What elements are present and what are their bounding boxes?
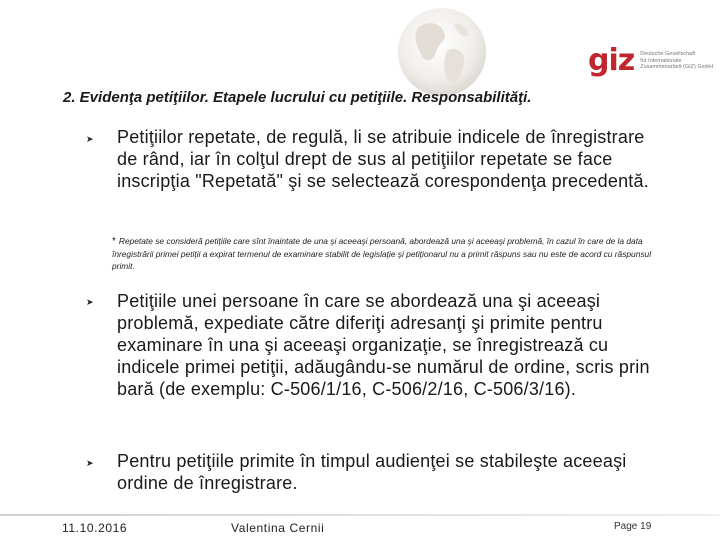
giz-logo <box>588 44 713 78</box>
footnote-star: * <box>112 236 116 247</box>
footnote-text: Repetate se consideră petiţiile care sînt înaintate de una şi aceeaşi persoană, abordează una şi aceeaşi problemă, în cazul în care de la data înregistrării primei petiţii a expirat termenul de examinare stabilit de legislaţie şi petiţionarul nu a primit răspuns sau nu este de acord cu răspunsul primit. <box>112 236 652 271</box>
logo-mark: giz <box>588 43 635 78</box>
globe-image <box>396 6 488 98</box>
footer-divider <box>0 514 720 516</box>
arrow-bullet-icon: ➤ <box>86 459 94 469</box>
paragraph-repeated-petitions: Petiţiilor repetate, de regulă, li se atribuie indicele de înregistrare de rând, iar în colţul drept de sus al petiţiilor repetate se face inscripţia "Repetată" şi se selectează corespondenţa precedentă. <box>117 127 649 191</box>
footer-author: Valentina Cernii <box>231 521 325 535</box>
logo-text-line: für Internationale <box>640 57 682 64</box>
footnote <box>112 235 652 272</box>
logo-text-line: Deutsche Gesellschaft <box>640 51 696 58</box>
arrow-bullet-icon: ➤ <box>86 298 94 308</box>
paragraph-same-person-petitions: Petiţiile unei persoane în care se abordează una şi aceeaşi problemă, expediate către diferiţi adresanţi şi primite pentru examinare în una şi aceeaşi organizaţie, se înregistrează cu indicele primei petiţii, adăugându-se numărul de ordine, scris prin bară (de exemplu: C-506/1/16, C-506/2/16, C-506/3/16). <box>117 291 650 399</box>
logo-text-line: Zusammenarbeit (GIZ) GmbH <box>640 64 714 71</box>
footer-date: 11.10.2016 <box>62 521 128 535</box>
slide-title: 2. Evidenţa petiţiilor. Etapele lucrului cu petiţiile. Responsabilităţi. <box>63 89 532 106</box>
arrow-bullet-icon: ➤ <box>86 135 94 145</box>
paragraph-audience-petitions: Pentru petiţiile primite în timpul audienţei se stabileşte aceeaşi ordine de înregistrare. <box>117 451 627 493</box>
page-number: Page 19 <box>614 521 652 532</box>
logo-subtitle <box>640 51 713 71</box>
